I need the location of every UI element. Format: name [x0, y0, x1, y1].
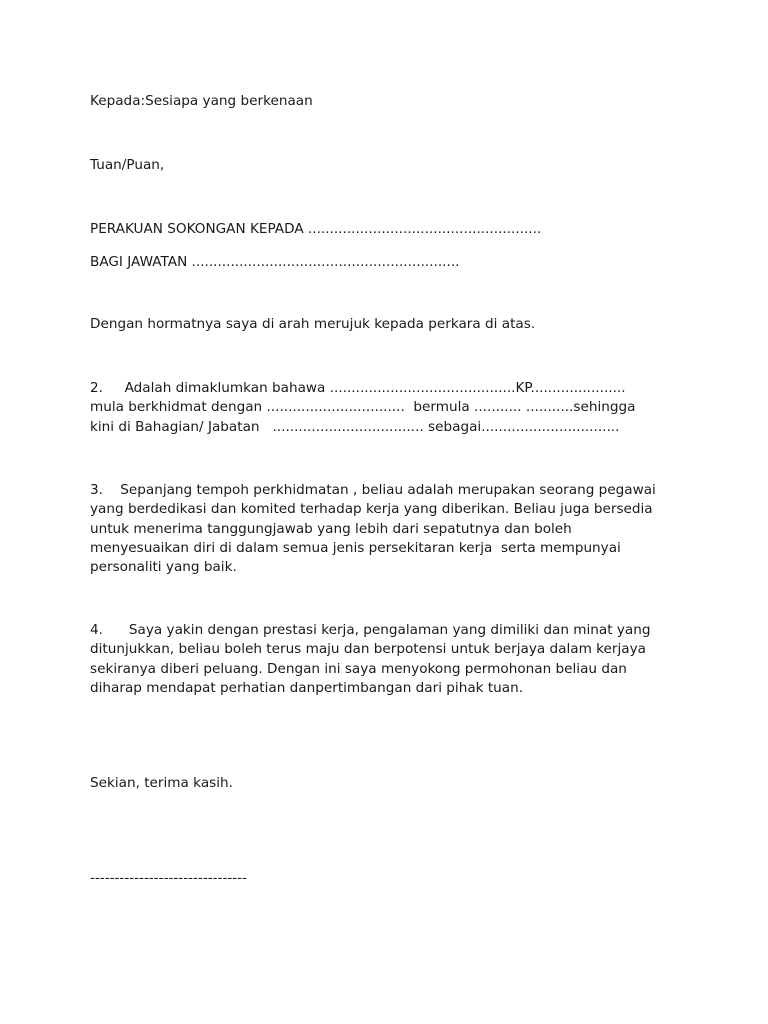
closing-remark: Sekian, terima kasih. — [90, 775, 233, 791]
paragraph-4 — [90, 621, 651, 698]
paragraph-2-line: mula berkhidmat dengan ................................ bermula ........... ...........sehingga — [90, 399, 636, 416]
paragraph-3-line: untuk menerima tanggungjawab yang lebih dari sepatutnya dan boleh — [90, 520, 572, 537]
paragraph-3 — [90, 481, 656, 577]
paragraph-3-line: personaliti yang baik. — [90, 559, 237, 576]
paragraph-2 — [90, 379, 635, 437]
paragraph-4-line: sekiranya diberi peluang. Dengan ini saya menyokong permohonan beliau dan — [90, 660, 627, 677]
paragraph-3-line: 3. Sepanjang tempoh perkhidmatan , beliau adalah merupakan seorang pegawai — [90, 482, 656, 498]
signature-line: -------------------------------- — [90, 870, 247, 886]
paragraph-3-line: yang berdedikasi dan komited terhadap kerja yang diberikan. Beliau juga bersedia — [90, 501, 653, 518]
paragraph-4-line: 4. Saya yakin dengan prestasi kerja, pengalaman yang dimiliki dan minat yang — [90, 622, 651, 638]
salutation: Tuan/Puan, — [90, 157, 165, 173]
paragraph-4-line: ditunjukkan, beliau boleh terus maju dan berpotensi untuk berjaya dalam kerjaya — [90, 641, 646, 658]
subject-line-position: BAGI JAWATAN .............................................................. — [90, 254, 460, 270]
paragraph-2-line: kini di Bahagian/ Jabatan ................................... sebagai................................ — [90, 418, 620, 435]
paragraph-2-line: 2. Adalah dimaklumkan bahawa ...........................................KP...................... — [90, 380, 626, 396]
recipient-line: Kepada:Sesiapa yang berkenaan — [90, 93, 313, 109]
opening-sentence: Dengan hormatnya saya di arah merujuk kepada perkara di atas. — [90, 316, 536, 332]
subject-line-support: PERAKUAN SOKONGAN KEPADA ...................................................... — [90, 221, 542, 237]
paragraph-3-line: menyesuaikan diri di dalam semua jenis persekitaran kerja serta mempunyai — [90, 539, 621, 556]
paragraph-4-line: diharap mendapat perhatian danpertimbangan dari pihak tuan. — [90, 679, 524, 696]
